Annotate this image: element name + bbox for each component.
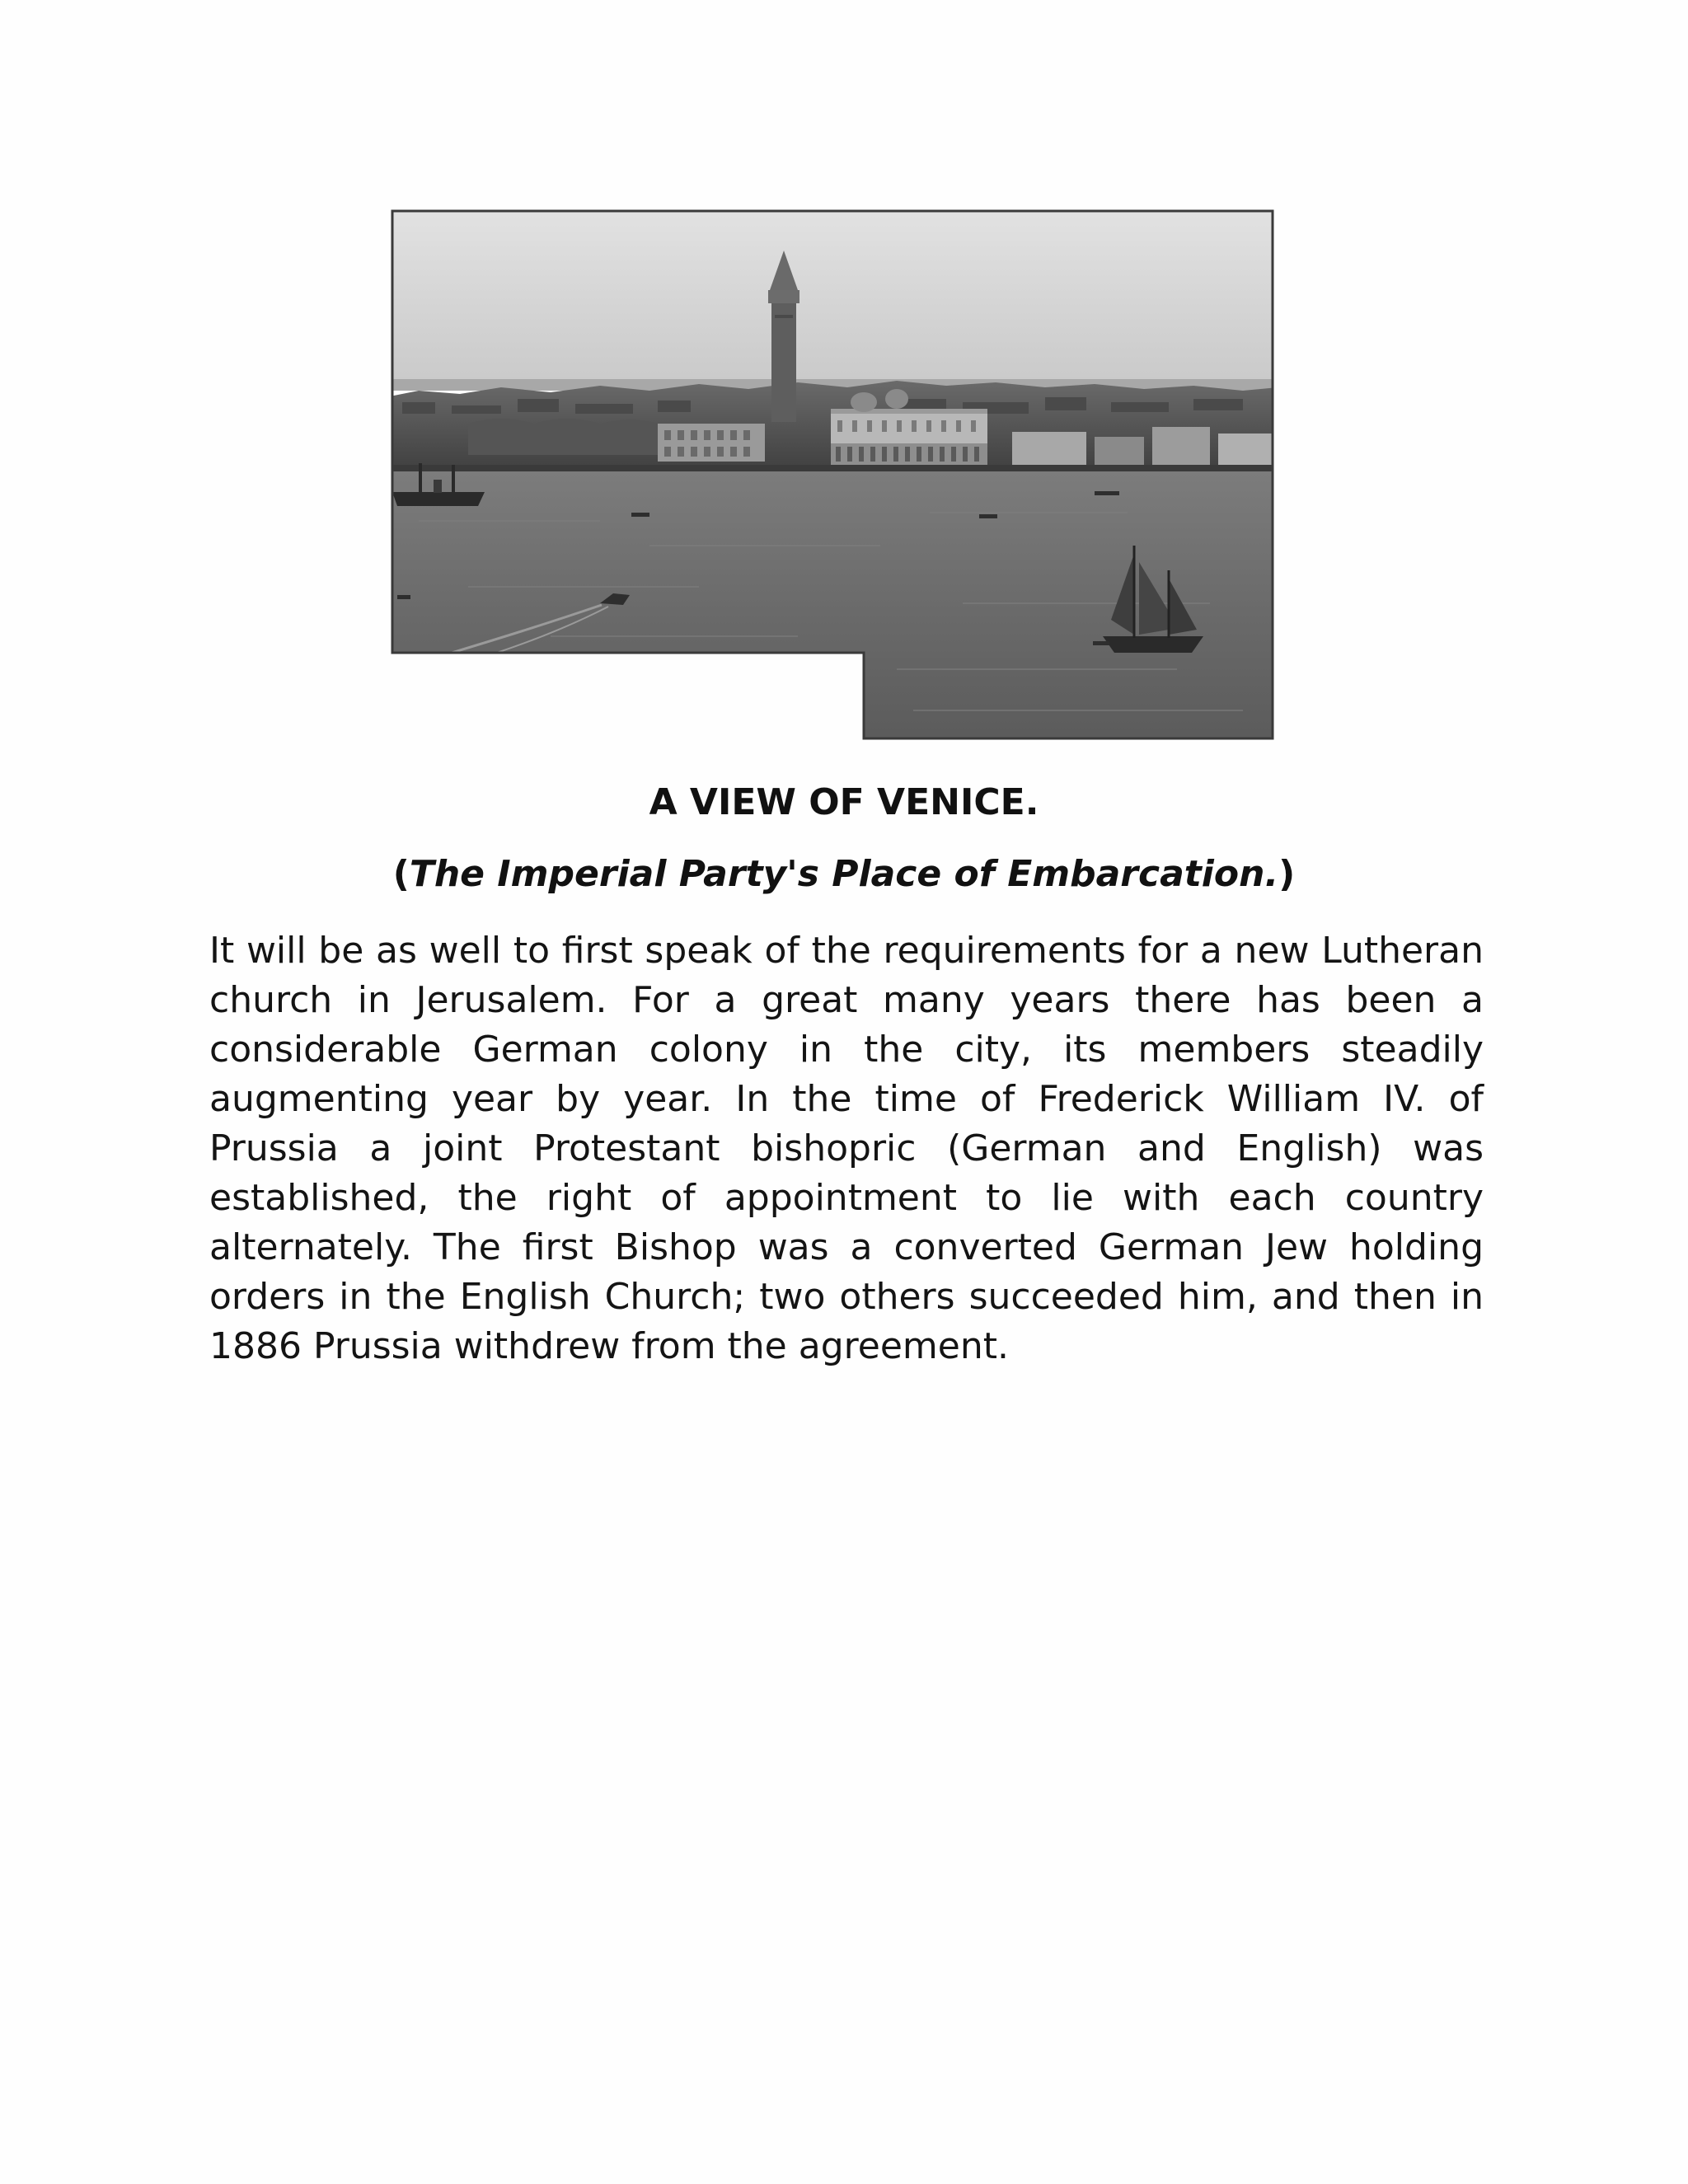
venice-photograph [386,208,1278,752]
body-paragraph: It will be as well to first speak of the requirements for a new Lutheran church in Jerusalem. For a great many years there has been a considerable German colony in the city, its members steadily augmenting year by year. In the time of Frederick William IV. of Prussia a joint Protestant bishopric (German and English) was established, the right of appointment to lie with each country alternately. The first Bishop was a converted German Jew holding orders in the English Church; two others succeeded him, and then in 1886 Prussia withdrew from the agreement. [209,930,1484,1367]
caption-open-paren: ( [392,853,410,895]
figure-caption-subtitle [0,851,1688,898]
venice-photo-svg [386,208,1278,752]
caption-subtitle-text: The Imperial Party's Place of Embarcation. [409,853,1279,895]
caption-close-paren: ) [1278,853,1296,895]
figure-caption-title: A VIEW OF VENICE. [649,781,1039,823]
